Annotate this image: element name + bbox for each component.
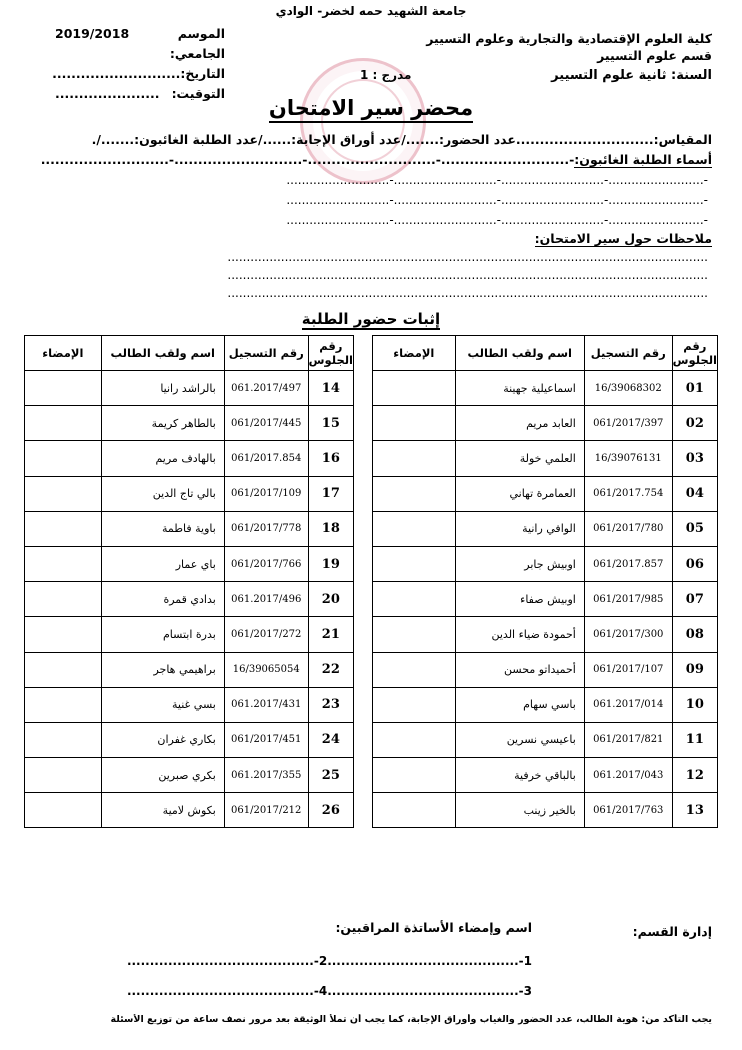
seat-number: 07: [672, 582, 717, 617]
registration-number: 061/2017/778: [224, 511, 308, 546]
seat-number: 12: [672, 758, 717, 793]
attendance-table-left: [24, 335, 354, 828]
seat-number: 20: [308, 582, 353, 617]
registration-number: 16/39065054: [224, 652, 308, 687]
seat-number: 06: [672, 546, 717, 581]
table-row: [25, 758, 354, 793]
signature-cell[interactable]: [373, 406, 456, 441]
seat-number: 08: [672, 617, 717, 652]
signature-cell[interactable]: [25, 476, 102, 511]
table-row: [373, 722, 718, 757]
time-label: التوقيت:: [171, 86, 225, 101]
seat-number: 22: [308, 652, 353, 687]
page-title-text: محضر سير الامتحان: [269, 96, 473, 123]
signature-cell[interactable]: [373, 476, 456, 511]
student-name: اوبيش جابر: [455, 546, 584, 581]
student-name: الوافي رانية: [455, 511, 584, 546]
registration-number: 061/2017/985: [584, 582, 672, 617]
seat-number: 11: [672, 722, 717, 757]
signature-cell[interactable]: [373, 617, 456, 652]
registration-number: 061/2017/272: [224, 617, 308, 652]
table-row: [373, 758, 718, 793]
date-value: ...........................: [52, 66, 181, 81]
registration-number: 061/2017.854: [224, 441, 308, 476]
seat-number: 13: [672, 793, 717, 828]
student-name: باي عمار: [101, 546, 224, 581]
seat-number: 21: [308, 617, 353, 652]
header-seat: رقم الجلوس: [672, 336, 717, 371]
signature-cell[interactable]: [373, 652, 456, 687]
seat-number: 23: [308, 687, 353, 722]
student-name: العمامرة تهاني: [455, 476, 584, 511]
attendance-title: [0, 310, 742, 328]
registration-number: 16/39068302: [584, 371, 672, 406]
signature-cell[interactable]: [25, 511, 102, 546]
seat-number: 01: [672, 371, 717, 406]
header-reg: رقم التسجيل: [224, 336, 308, 371]
session-info: [52, 24, 225, 104]
student-name: براهيمي هاجر: [101, 652, 224, 687]
absent-row-2: -.........................-...........................-...........................-...........................: [286, 173, 708, 187]
student-name: بكاري غفران: [101, 722, 224, 757]
table-row: [25, 546, 354, 581]
signature-cell[interactable]: [373, 793, 456, 828]
attendance-table-right: [372, 335, 718, 828]
signature-cell[interactable]: [25, 406, 102, 441]
year-row: [551, 68, 712, 83]
seat-number: 15: [308, 406, 353, 441]
hall-number: مدرج : 1: [360, 68, 412, 82]
student-name: بالهادف مريم: [101, 441, 224, 476]
signature-cell[interactable]: [373, 546, 456, 581]
registration-number: 061.2017/496: [224, 582, 308, 617]
signature-cell[interactable]: [25, 441, 102, 476]
signature-cell[interactable]: [373, 758, 456, 793]
registration-number: 061.2017/043: [584, 758, 672, 793]
table-header-row: [25, 336, 354, 371]
signature-cell[interactable]: [25, 687, 102, 722]
signature-cell[interactable]: [25, 722, 102, 757]
table-row: [25, 511, 354, 546]
season-label: الموسم الجامعي:: [169, 26, 225, 61]
student-name: بالي تاج الدين: [101, 476, 224, 511]
student-name: باوية فاطمة: [101, 511, 224, 546]
year-value: ثانية علوم التسيير: [551, 68, 667, 83]
student-name: بكوش لامية: [101, 793, 224, 828]
student-name: اوبيش صفاء: [455, 582, 584, 617]
registration-number: 061/2017/780: [584, 511, 672, 546]
registration-number: 061/2017.857: [584, 546, 672, 581]
seat-number: 17: [308, 476, 353, 511]
notes-row-3: ..............................................................................................................................: [227, 286, 708, 300]
seat-number: 02: [672, 406, 717, 441]
registration-number: 061/2017/766: [224, 546, 308, 581]
registration-number: 061/2017/109: [224, 476, 308, 511]
date-label: التاريخ:: [180, 66, 225, 81]
registration-number: 061/2017/397: [584, 406, 672, 441]
registration-number: 16/39076131: [584, 441, 672, 476]
registration-number: 061/2017/821: [584, 722, 672, 757]
table-row: [373, 406, 718, 441]
signature-cell[interactable]: [373, 582, 456, 617]
header-sign: الإمضاء: [25, 336, 102, 371]
signature-cell[interactable]: [373, 371, 456, 406]
absent-label: أسماء الطلبة الغائبون:: [574, 152, 712, 167]
student-name: العلمي خولة: [455, 441, 584, 476]
seat-number: 03: [672, 441, 717, 476]
seat-number: 16: [308, 441, 353, 476]
seat-number: 24: [308, 722, 353, 757]
student-name: بكري صبرين: [101, 758, 224, 793]
table-row: [25, 582, 354, 617]
header-seat: رقم الجلوس: [308, 336, 353, 371]
absent-label-row: [41, 152, 712, 167]
absent-first: -...........................-...........................-...........................-...........................: [40, 152, 575, 167]
header-name: اسم ولقب الطالب: [455, 336, 584, 371]
registration-number: 061/2017/763: [584, 793, 672, 828]
table-row: [373, 582, 718, 617]
header-name: اسم ولقب الطالب: [101, 336, 224, 371]
absent-row-3: -.........................-...........................-...........................-...........................: [286, 193, 708, 207]
seat-number: 18: [308, 511, 353, 546]
student-name: أحميداتو محسن: [455, 652, 584, 687]
table-row: [373, 793, 718, 828]
supervisors-line-1: 1-..........................................2-.........................................: [126, 954, 532, 968]
table-row: [373, 371, 718, 406]
seat-number: 04: [672, 476, 717, 511]
table-row: [25, 793, 354, 828]
seat-number: 09: [672, 652, 717, 687]
signature-cell[interactable]: [373, 722, 456, 757]
table-row: [373, 617, 718, 652]
dept-admin-label: إدارة القسم:: [632, 924, 712, 939]
student-name: بالراشد رانيا: [101, 371, 224, 406]
notes-row-2: ..............................................................................................................................: [227, 268, 708, 282]
institution-header: [426, 30, 712, 64]
registration-number: 061.2017/431: [224, 687, 308, 722]
signature-cell[interactable]: [25, 652, 102, 687]
signature-cell[interactable]: [25, 617, 102, 652]
seat-number: 05: [672, 511, 717, 546]
date-row: [52, 64, 225, 84]
table-row: [25, 406, 354, 441]
table-row: [25, 441, 354, 476]
student-name: اسماعيلية جهينة: [455, 371, 584, 406]
supervisors-label: اسم وإمضاء الأساتذة المراقبين:: [335, 920, 532, 935]
student-name: أحمودة ضياء الدين: [455, 617, 584, 652]
registration-number: 061/2017/300: [584, 617, 672, 652]
registration-number: 061.2017/497: [224, 371, 308, 406]
registration-number: 061/2017/212: [224, 793, 308, 828]
student-name: بسي غنية: [101, 687, 224, 722]
signature-cell[interactable]: [373, 441, 456, 476]
faculty-name: كلية العلوم الإقتصادية والتجارية وعلوم التسيير: [426, 31, 712, 46]
page-title: [0, 96, 742, 120]
table-row: [25, 687, 354, 722]
supervisors-line-2: 3-..........................................4-.........................................: [126, 984, 532, 998]
table-row: [25, 371, 354, 406]
absent-row-4: -.........................-...........................-...........................-...........................: [286, 213, 708, 227]
year-label: السنة:: [671, 68, 712, 83]
seat-number: 10: [672, 687, 717, 722]
signature-cell[interactable]: [25, 371, 102, 406]
season-row: [55, 24, 225, 64]
registration-number: 061/2017/445: [224, 406, 308, 441]
registration-number: 061/2017/451: [224, 722, 308, 757]
department-name: قسم علوم التسيير: [597, 48, 712, 63]
seat-number: 25: [308, 758, 353, 793]
student-name: بدرة ابتسام: [101, 617, 224, 652]
registration-number: 061.2017/014: [584, 687, 672, 722]
seat-number: 26: [308, 793, 353, 828]
signature-cell[interactable]: [25, 758, 102, 793]
notes-label-row: [535, 231, 712, 246]
table-row: [373, 546, 718, 581]
table-row: [25, 476, 354, 511]
table-header-row: [373, 336, 718, 371]
registration-number: 061/2017/107: [584, 652, 672, 687]
table-row: [25, 652, 354, 687]
registration-number: 061.2017/355: [224, 758, 308, 793]
student-name: بدادي قمرة: [101, 582, 224, 617]
table-row: [373, 441, 718, 476]
registration-number: 061/2017.754: [584, 476, 672, 511]
signature-cell[interactable]: [373, 511, 456, 546]
signature-cell[interactable]: [25, 582, 102, 617]
subject-line: المقياس:.............................عدد الحضور:......./عدد أوراق الإجابة:....../عدد الطلبة الغائبون:......./.: [91, 132, 712, 147]
seat-number: 19: [308, 546, 353, 581]
season-value: 2019/2018: [55, 26, 130, 41]
table-row: [373, 476, 718, 511]
header-reg: رقم التسجيل: [584, 336, 672, 371]
notes-row-1: ..............................................................................................................................: [227, 250, 708, 264]
table-row: [25, 722, 354, 757]
time-value: ......................: [55, 86, 160, 101]
footer-note: يجب التأكد من: هوية الطالب، عدد الحضور والغياب وأوراق الإجابة، كما يجب أن تملأ الوثيقة بعد مرور نصف ساعة من توزيع الأسئلة: [110, 1014, 712, 1025]
student-name: باسي سهام: [455, 687, 584, 722]
table-row: [25, 617, 354, 652]
student-name: باعيسي نسرين: [455, 722, 584, 757]
table-row: [373, 652, 718, 687]
student-name: العابد مريم: [455, 406, 584, 441]
signature-cell[interactable]: [25, 793, 102, 828]
header-sign: الإمضاء: [373, 336, 456, 371]
seat-number: 14: [308, 371, 353, 406]
student-name: بالباقي خرفية: [455, 758, 584, 793]
notes-label: ملاحظات حول سير الامتحان:: [534, 231, 712, 246]
signature-cell[interactable]: [373, 687, 456, 722]
student-name: بالطاهر كريمة: [101, 406, 224, 441]
attendance-title-text: إثبات حضور الطلبة: [301, 310, 441, 328]
signature-cell[interactable]: [25, 546, 102, 581]
student-name: بالخير زينب: [455, 793, 584, 828]
university-name: جامعة الشهيد حمه لخضر- الوادي: [275, 4, 467, 18]
table-row: [373, 687, 718, 722]
table-row: [373, 511, 718, 546]
